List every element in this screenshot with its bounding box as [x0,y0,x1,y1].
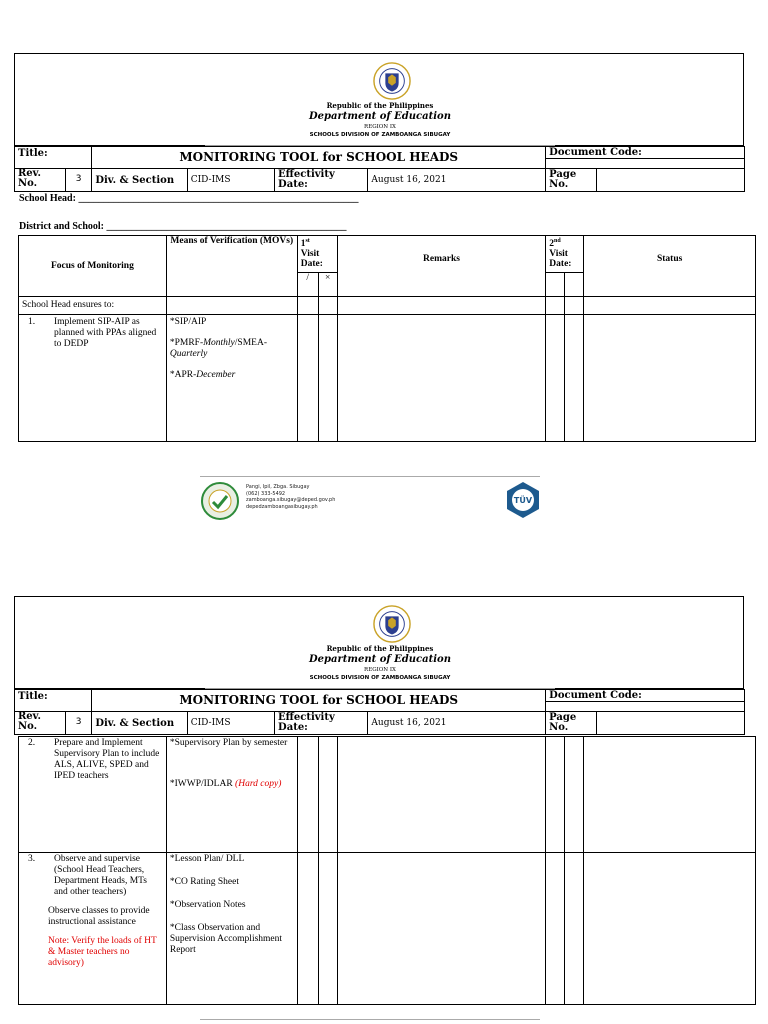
visit1-header: 1st Visit Date: [297,236,337,273]
mov-text: *CO Rating Sheet [169,877,240,887]
div-label: Div. & Section [92,169,187,192]
mov-text: *Lesson Plan/ DLL [169,854,245,864]
remarks-header: Remarks [337,236,546,297]
div-value: CID-IMS [187,169,274,192]
rev-label: Rev. No. [18,711,41,732]
mov-text: *APR- [169,370,197,380]
department-label: Department of Education [309,654,451,665]
page1-meta-table [14,146,745,192]
item-number: 1. [28,317,36,327]
footer-web: depedzamboangasibugay.ph [246,503,318,510]
item-note: Note: Verify the loads of HT & Master teachers no advisory) [48,936,157,968]
department-label: Department of Education [309,111,451,122]
mov-text: December [196,370,236,380]
mov-text: *Observation Notes [169,900,246,910]
doc-code-label: Document Code: [546,690,744,702]
cert-label: TÜV [513,496,533,505]
div-value: CID-IMS [187,712,274,735]
table-row [19,315,756,442]
page1-header [14,53,744,146]
div-label: Div. & Section [92,712,187,735]
table-row [19,737,756,853]
republic-label: Republic of the Philippines [326,644,434,653]
page-value [597,169,745,192]
division-label: SCHOOLS DIVISION OF ZAMBOANGA SIBUGAY [309,132,451,138]
page1-monitoring-table [18,235,756,442]
district-field: District and School: ________________________________________________ [19,221,347,232]
item-focus: Prepare and Implement Supervisory Plan to include ALS, ALIVE, SPED and IPED teachers [54,738,160,781]
page2-header [14,596,744,689]
item-focus-2: Observe classes to provide instructional assistance [48,906,150,927]
item-number: 2. [28,738,36,748]
division-label: SCHOOLS DIVISION OF ZAMBOANGA SIBUGAY [309,675,451,681]
status-header: Status [584,236,756,297]
page-label: Page No. [546,169,597,192]
item-focus: Observe and supervise (School Head Teachers, Department Heads, MTs and other teachers) [54,854,147,897]
mov-text: /SMEA- [234,338,267,348]
movs-header: Means of Verification (MOVs) [166,236,297,297]
title-label: Title: [15,690,92,712]
region-label: REGION IX [364,124,396,130]
mov-text: *SIP/AIP [169,317,207,327]
mov-text: *Class Observation and Supervision Accomplishment Report [169,923,283,955]
mov-text: (Hard copy) [235,779,282,789]
check-mark: / [297,273,318,297]
eff-value: August 16, 2021 [368,169,546,192]
division-logo-icon [200,481,240,521]
page-label: Page No. [546,712,597,735]
cross-mark: × [318,273,337,297]
rev-label: Rev. No. [18,168,41,189]
page-value [597,712,745,735]
title-label: Title: [15,147,92,169]
page2-meta-table [14,689,745,735]
item-focus: Implement SIP-AIP as planned with PPAs aligned to DEDP [54,317,157,349]
mov-text: *Supervisory Plan by semester [169,738,288,748]
eff-label: Effectivity Date: [275,169,368,192]
deped-seal-icon [373,605,411,643]
item-number: 3. [28,854,36,864]
school-head-field: School Head: ________________________________________________________ [19,193,359,204]
rev-value: 3 [65,712,91,734]
footer-rule [200,476,540,477]
doc-code-label: Document Code: [546,147,744,159]
mov-text: *PMRF- [169,338,204,348]
mov-text: *IWWP/IDLAR [169,779,236,789]
republic-label: Republic of the Philippines [326,101,434,110]
footer-address: Pangi, Ipil, Zbga. Sibugay [246,484,310,490]
region-label: REGION IX [364,667,396,673]
mov-text: Monthly [203,338,235,348]
visit2-header: 2nd Visit Date: [546,236,584,273]
table-row [19,853,756,1005]
deped-seal-icon [373,62,411,100]
mov-text: Quarterly [169,349,208,359]
footer-contact [246,484,335,510]
page2-monitoring-table [18,736,756,1005]
footer-phone: (062) 333-5492 [246,490,286,497]
ensures-label: School Head ensures to: [19,297,167,315]
footer-rule [200,1019,540,1020]
tuv-cert-icon [504,481,542,519]
footer-email: zamboanga.sibugay@deped.gov.ph [246,497,336,503]
page-title: MONITORING TOOL for SCHOOL HEADS [92,690,546,712]
eff-label: Effectivity Date: [275,712,368,735]
rev-value: 3 [65,169,91,191]
page-title: MONITORING TOOL for SCHOOL HEADS [92,147,546,169]
eff-value: August 16, 2021 [368,712,546,735]
focus-header: Focus of Monitoring [19,236,167,297]
